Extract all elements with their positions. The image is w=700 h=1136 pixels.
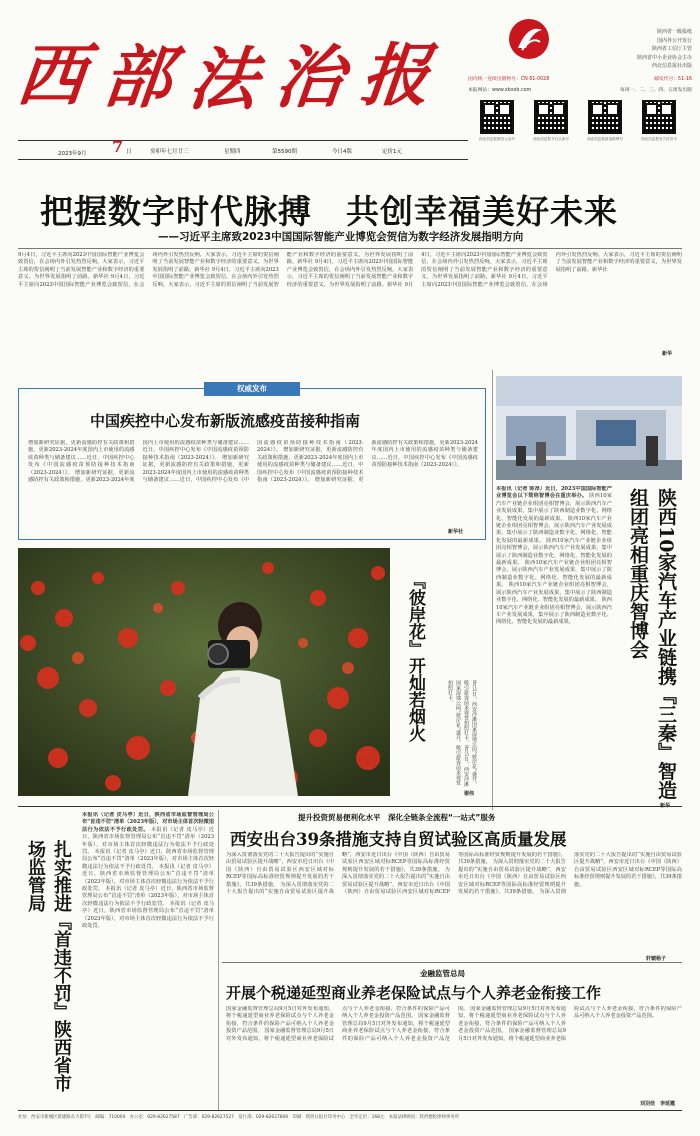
footer-rule (18, 1110, 682, 1111)
dateline-bar (18, 137, 468, 160)
sponsor-line: 陕西省工信厅主管 (651, 46, 692, 53)
qr-caption: 西北信息报今日头条号 (533, 137, 569, 141)
lead-headline: 把握数字时代脉搏 共创幸福美好未来 (40, 192, 618, 231)
qr-code-wechat[interactable] (480, 100, 514, 134)
left-story-body: 本报讯（记者 皮马亭）近日，陕西省市场监督管理局公布“首违不罚”清单（2023年版），对市场主体首次轻微违法行为依法不予行政处罚。 本报讯（记者 皮马亭）近日，陕西省市场监督管理局公布“首违不罚”清单（2023年版），对市场主体首次轻微违法行为依法不予行政处罚。 本报讯（记者 皮马亭）近日，陕西省市场监督管理局公布“首违不罚”清单（2023年版），对市场主体首次轻微违法行为依法不予行政处罚。 本报讯（记者 皮马亭）近日，陕西省市场监督管理局公布“首违不罚”清单（2023年版），对市场主体首次轻微违法行为依法不予行政处罚。 本报讯（记者 皮马亭）近日，陕西省市场监督管理局公布“首违不罚”清单（2023年版），对市场主体首次轻微违法行为依法不予行政处罚。 本报讯（记者 皮马亭）近日，陕西省市场监督管理局公布“首违不罚”清单（2023年版），对市场主体首次轻微违法行为依法不予行政处罚。 (82, 812, 214, 930)
publication-numbers (468, 75, 692, 82)
authority-tag: 权威发布 (204, 382, 300, 396)
right-story-headline: 陕西10家汽车产业链携『三秦』智造组团亮相重庆智博会 (627, 488, 677, 800)
trade-kicker: 提升投资贸易便利化水平 深化全链条全流程“一站式”服务 (298, 813, 496, 822)
sponsor-line: 陕西省中小企业协会主办 (636, 54, 692, 61)
trade-headline: 西安出台39条措施支持自贸试验区高质量发展 (230, 830, 567, 849)
finance-headline: 开展个税递延型商业养老保险试点与个人养老金衔接工作 (226, 984, 602, 1002)
finance-credit: 刘羽佳 李延霞 (640, 1101, 676, 1107)
trade-body: 为深入贯彻落实党的二十大报告提出的“实施自由贸易试验区提升战略”，西安市近日出台《中国（陕西）自由贸易试验区西安区域对标RCEP等国际高标准经贸规则提升发展的若干措施》，共39条措施。 为深入贯彻落实党的二十大报告提出的“实施自由贸易试验区提升战略”，西安市近日出台《中国（陕西）自由贸易试验区西安区域对标RCEP等国际高标准经贸规则提升发展的若干措施》，共39条措施。 为深入贯彻落实党的二十大报告提出的“实施自由贸易试验区提升战略”，西安市近日出台《中国（陕西）自由贸易试验区西安区域对标RCEP等国际高标准经贸规则提升发展的若干措施》，共39条措施。 为深入贯彻落实党的二十大报告提出的“实施自由贸易试验区提升战略”，西安市近日出台《中国（陕西）自由贸易试验区西安区域对标RCEP等国际高标准经贸规则提升发展的若干措施》，共39条措施。 为深入贯彻落实党的二十大报告提出的“实施自由贸易试验区提升战略”，西安市近日出台《中国（陕西）自由贸易试验区西安区域对标RCEP等国际高标准经贸规则提升发展的若干措施》，共39条措施。 (226, 852, 682, 896)
lead-subhead: ——习近平主席致2023中国国际智能产业博览会贺信为数字经济发展指明方向 (158, 231, 524, 243)
masthead-title: 西 部 法 治 报 (13, 36, 434, 120)
website-line (468, 86, 692, 93)
qr-code-toutiao[interactable] (534, 100, 568, 134)
dateline-unit: 日 (126, 149, 132, 155)
right-story-body: 本报讯（记者 陈昂）近日，2023中国国际智能产业博览会以下简称智博会在重庆举办。 陕西10家汽车产业链企业组团亮相智博会，展示陕西汽车产业发展成果，集中展示了陕西制造业数字化、网络化、智能化发展的最新成果。 陕西10家汽车产业链企业组团亮相智博会，展示陕西汽车产业发展成果，集中展示了陕西制造业数字化、网络化、智能化发展的最新成果。 陕西10家汽车产业链企业组团亮相智博会，展示陕西汽车产业发展成果，集中展示了陕西制造业数字化、网络化、智能化发展的最新成果。 陕西10家汽车产业链企业组团亮相智博会，展示陕西汽车产业发展成果，集中展示了陕西制造业数字化、网络化、智能化发展的最新成果。 陕西10家汽车产业链企业组团亮相智博会，展示陕西汽车产业发展成果，集中展示了陕西制造业数字化、网络化、智能化发展的最新成果。 陕西10家汽车产业链企业组团亮相智博会，展示陕西汽车产业发展成果，集中展示了陕西制造业数字化、网络化、智能化发展的最新成果。 (496, 486, 612, 626)
left-story-headline: 扎实推进『首违不罚』陕西省市场监管局 (25, 840, 72, 1092)
authority-headline: 中国疾控中心发布新版流感疫苗接种指南 (90, 412, 361, 430)
authority-body: 增加新研究证据，更新流感防控有关政策和措施，更新2023-2024年度国内上市使用的流感疫苗种类与储备建议……近日，中国疾控中心发布《中国流感疫苗预防接种技术指南（2023-2024）》。 增加新研究证据，更新流感防控有关政策和措施，更新2023-2024年度国内上市使用的流感疫苗种类与储备建议……近日，中国疾控中心发布《中国流感疫苗预防接种技术指南（2023-2024）》。 增加新研究证据，更新流感防控有关政策和措施，更新2023-2024年度国内上市使用的流感疫苗种类与储备建议……近日，中国疾控中心发布《中国流感疫苗预防接种技术指南（2023-2024）》。 增加新研究证据，更新流感防控有关政策和措施，更新2023-2024年度国内上市使用的流感疫苗种类与储备建议……近日，中国疾控中心发布《中国流感疫苗预防接种技术指南（2023-2024）》。 增加新研究证据，更新流感防控有关政策和措施，更新2023-2024年度国内上市使用的流感疫苗种类与储备建议……近日，中国疾控中心发布《中国流感疫苗预防接种技术指南（2023-2024）》。 (28, 440, 478, 484)
dateline-lunar: 癸卯年七月廿三 (150, 149, 189, 155)
trade-credit: 轩辕杨子 (646, 956, 667, 962)
lead-body: 9月4日，习近平主席向2023中国国际智能产业博览会致贺信，在会场内外引发热烈反响。大家表示，习近平主席的贺信阐明了当前发展智能产业和数字经济的重要意义，为世界发展指明了前路。新华社 9月4日，习近平主席向2023中国国际智能产业博览会致贺信，在会场内外引发热烈反响。大家表示，习近平主席的贺信阐明了当前发展智能产业和数字经济的重要意义，为世界发展指明了前路。新华社 9月4日，习近平主席向2023中国国际智能产业博览会致贺信，在会场内外引发热烈反响。大家表示，习近平主席的贺信阐明了当前发展智能产业和数字经济的重要意义，为世界发展指明了前路。新华社 9月4日，习近平主席向2023中国国际智能产业博览会致贺信，在会场内外引发热烈反响。大家表示，习近平主席的贺信阐明了当前发展智能产业和数字经济的重要意义，为世界发展指明了前路。新华社 9月4日，习近平主席向2023中国国际智能产业博览会致贺信，在会场内外引发热烈反响。大家表示，习近平主席的贺信阐明了当前发展智能产业和数字经济的重要意义，为世界发展指明了前路。新华社 9月4日，习近平主席向2023中国国际智能产业博览会致贺信，在会场内外引发热烈反响。大家表示，习近平主席的贺信阐明了当前发展智能产业和数字经济的重要意义，为世界发展指明了前路。新华社 (18, 252, 682, 288)
divider (18, 248, 682, 249)
sponsor-line: 国内外公开发行 (656, 37, 692, 44)
footer-info: 社址：西安市新城区新建路东大街7号 邮编：710004 办公室：029-82627587 广告部：029-82627527 发行部：029-82627800 印刷：陕西日报社印务中心 全年定价：168元 本报法律顾问：陕西德伦律师事务所 (18, 1115, 460, 1120)
qr-caption: 西北信息报微信公众号 (479, 137, 515, 141)
divider (18, 806, 682, 807)
photo-caption: 9月5日，西安沙滩国家湿地公园“彼岸花”盛开，吸引游客前来观赏拍照打卡。9月5日，西安沙滩国家湿地公园“彼岸花”盛开，吸引游客前来观赏拍照打卡。 (447, 680, 477, 787)
lead-credit: 新华 (662, 351, 673, 357)
qr-caption: 西北信息报官方抖音号 (641, 137, 677, 141)
divider (222, 962, 682, 963)
news-photo (18, 548, 390, 796)
finance-kicker: 金融监管总局 (420, 969, 465, 978)
newspaper-logo (508, 18, 550, 60)
dateline-price: 定价1元 (382, 149, 402, 155)
cn-number: 国内统一连续出版物号：CN 61-0028 (468, 77, 550, 82)
photo-credit: 谢伟 (464, 791, 475, 797)
masthead (0, 0, 700, 145)
right-story-photo (496, 376, 682, 480)
qr-code-weibo[interactable] (588, 100, 622, 134)
sponsor-list (600, 28, 692, 71)
authority-credit: 新华社 (448, 529, 464, 535)
website[interactable]: 本报网站：www.xbxxb.com (468, 88, 532, 93)
sponsor-line: 陕西省一级报纸 (656, 29, 692, 35)
photo-headline: 『彼岸花』开灿若烟火 (405, 572, 425, 742)
finance-body: 国家金融监督管理总局9月5日对外发布通知，将个税递延型商业养老保险试点与个人养老金衔接，符合条件的保险产品可纳入个人养老金投资产品范围。 国家金融监督管理总局9月5日对外发布通知，将个税递延型商业养老保险试点与个人养老金衔接，符合条件的保险产品可纳入个人养老金投资产品范围。 国家金融监督管理总局9月5日对外发布通知，将个税递延型商业养老保险试点与个人养老金衔接，符合条件的保险产品可纳入个人养老金投资产品范围。 国家金融监督管理总局9月5日对外发布通知，将个税递延型商业养老保险试点与个人养老金衔接，符合条件的保险产品可纳入个人养老金投资产品范围。 国家金融监督管理总局9月5日对外发布通知，将个税递延型商业养老保险试点与个人养老金衔接，符合条件的保险产品可纳入个人养老金投资产品范围。 (226, 1006, 682, 1042)
sponsor-line: 西北信息报社出版 (651, 63, 692, 70)
column-divider (218, 810, 219, 1110)
schedule: 每周一、二、三、四、五周发出版 (620, 88, 692, 93)
dateline-pages: 今日4版 (332, 149, 352, 155)
column-divider (492, 370, 493, 810)
dateline-weekday: 星期四 (224, 149, 241, 155)
dateline-day: 7 (112, 137, 124, 156)
dateline-date: 2023年9月 (58, 151, 87, 157)
dateline-issue: 第5590期 (272, 149, 297, 155)
postal-code: 邮发代号：51-16 (654, 77, 692, 82)
qr-caption: 西北信息报新浪微博号 (587, 137, 623, 141)
qr-code-douyin[interactable] (642, 100, 676, 134)
